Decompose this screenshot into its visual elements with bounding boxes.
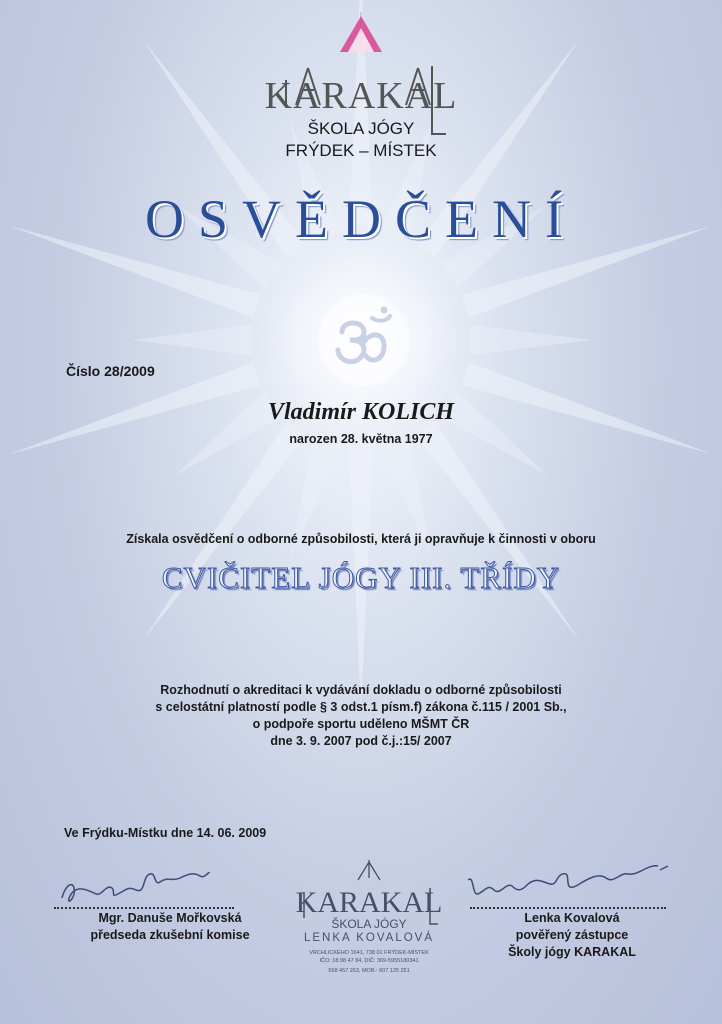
karakal-logo (256, 10, 466, 165)
school-stamp (296, 858, 442, 1018)
stamp-phone: 558 457 263, MOB.: 607 125 251 (328, 968, 410, 974)
stamp-ids: IČO: 18 98 47 84, DIČ: 369-5955180341 (319, 958, 419, 964)
sun-ray (415, 421, 578, 639)
gained-statement: Získala osvědčení o odborné způsobilosti, která ji opravňuje k činnosti v oboru (126, 532, 596, 546)
stamp-address: VRCHLICKÉHO 1641, 738 01 FRÝDEK-MÍSTEK (309, 950, 429, 956)
decision-line: o podpoře sportu uděleno MŠMT ČR (252, 717, 470, 731)
logo-brand: KARAKAL (264, 75, 458, 117)
holder-name: Vladimír KOLICH (267, 399, 455, 425)
right-signer-name: Lenka Kovalová (524, 911, 620, 925)
left-signer-role: předseda zkušební komise (90, 928, 250, 942)
right-signature-line (470, 907, 666, 909)
birth-date: narozen 28. května 1977 (289, 432, 433, 446)
place-and-date: Ve Frýdku-Místku dne 14. 06. 2009 (64, 826, 267, 840)
accreditation-decision (0, 682, 722, 750)
certificate-number: Číslo 28/2009 (66, 363, 155, 379)
stamp-owner-name: LENKA KOVALOVÁ (303, 932, 435, 944)
left-signer (40, 910, 300, 944)
qualification-title: CVIČITEL JÓGY III. TŘÍDY (161, 560, 561, 595)
right-signer (462, 910, 682, 961)
left-signer-name: Mgr. Danuše Mořkovská (98, 911, 242, 925)
stamp-school: ŠKOLA JÓGY (331, 917, 407, 930)
left-signature-line (54, 907, 234, 909)
sun-ray (144, 421, 307, 639)
certificate-title: OSVĚDČENÍ (145, 189, 577, 249)
right-signature-mark (460, 864, 690, 908)
left-signature-mark (56, 872, 246, 910)
decision-line: Rozhodnutí o akreditaci k vydávání dokladu o odborné způsobilosti (160, 683, 562, 697)
om-symbol-icon (316, 292, 412, 388)
right-signer-role-1: pověřený zástupce (515, 928, 629, 942)
sun-ray (131, 325, 252, 356)
decision-line: dne 3. 9. 2007 pod č.j.:15/ 2007 (270, 734, 452, 748)
stamp-logo (296, 858, 442, 930)
right-signer-role-2: Školy jógy KARAKAL (508, 945, 636, 959)
stamp-brand: KARAKAL (296, 886, 442, 919)
logo-line-2: FRÝDEK – MÍSTEK (285, 141, 437, 160)
logo-line-1: ŠKOLA JÓGY (307, 119, 415, 138)
decision-line: s celostátní platností podle § 3 odst.1 písm.f) zákona č.115 / 2001 Sb., (155, 700, 567, 714)
sun-ray (470, 325, 591, 356)
